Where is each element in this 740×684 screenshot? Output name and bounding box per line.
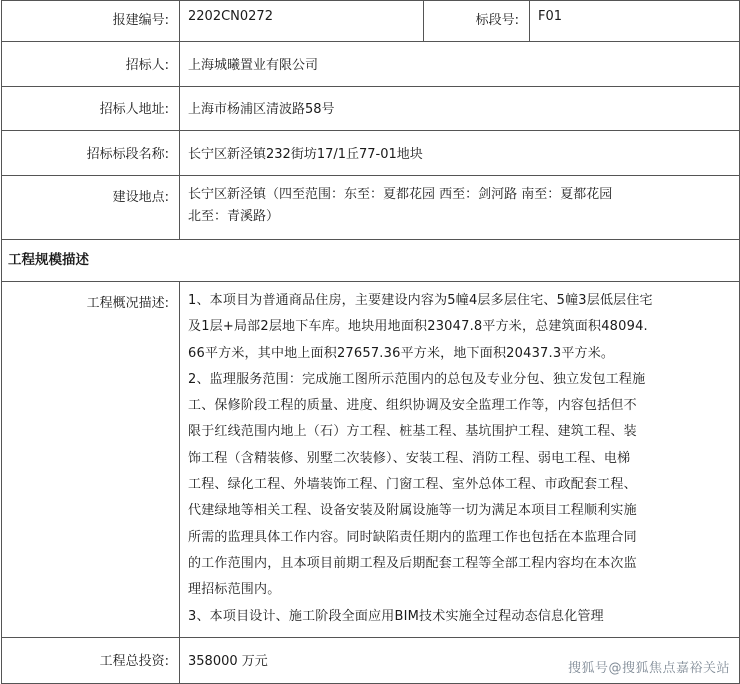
address-label: 招标人地址: [2,87,180,131]
biaoduan-label: 标段号: [424,1,530,42]
investment-value: 358000 万元 [180,638,740,684]
overview-line: 及1层+局部2层地下车库。地块用地面积23047.8平方米，总建筑面积48094. [188,319,648,335]
watermark-text: 搜狐号@搜狐焦点嘉裕关站 [567,661,730,676]
section-name-value: 长宁区新泾镇232街坊17/1丘77-01地块 [180,131,740,176]
overview-line: 3、本项目设计、施工阶段全面应用BIM技术实施全过程动态信息化管理 [188,608,604,624]
overview-line: 1、本项目为普通商品住房，主要建设内容为5幢4层多层住宅、5幢3层低层住宅 [188,293,653,308]
overview-line: 理招标范围内。 [188,582,281,598]
biaoduan-value: F01 [530,1,740,42]
overview-line: 66平方米，其中地上面积27657.36平方米，地下面积20437.3平方米。 [188,345,615,361]
zhaobiaoren-label: 招标人: [2,42,180,87]
overview-line: 饰工程（含精装修、别墅二次装修）、安装工程、消防工程、弱电工程、电梯 [188,450,631,466]
baojian-value: 2202CN0272 [180,1,424,42]
overview-line: 限于红线范围内地上（石）方工程、桩基工程、基坑围护工程、建筑工程、装 [188,424,637,440]
section-title: 工程规模描述 [2,240,740,282]
site-value-line2: 北至：青溪路） [188,209,280,224]
baojian-label: 报建编号: [2,1,180,42]
address-value: 上海市杨浦区清波路58号 [180,87,740,131]
overview-line: 工、保修阶段工程的质量、进度、组织协调及安全监理工作等，内容包括但不 [188,398,637,414]
zhaobiaoren-value: 上海城曦置业有限公司 [180,42,740,87]
site-value [180,176,740,240]
section-name-label: 招标标段名称: [2,131,180,176]
site-value-line1: 长宁区新泾镇（四至范围：东至：夏都花园 西至：剑河路 南至：夏都花园 [188,187,613,202]
investment-label: 工程总投资: [2,638,180,684]
overview-label: 工程概况描述: [2,282,180,638]
tender-info-table [1,0,740,684]
overview-line: 工程、绿化工程、外墙装饰工程、门窗工程、室外总体工程、市政配套工程、 [188,477,637,493]
overview-line: 的工作范围内，且本项目前期工程及后期配套工程等全部工程内容均在本次监 [188,555,637,571]
overview-line: 所需的监理具体工作内容。同时缺陷责任期内的监理工作也包括在本监理合同 [188,529,637,545]
overview-line: 代建绿地等相关工程、设备安装及附属设施等一切为满足本项目工程顺利实施 [188,503,637,519]
overview-description [180,282,740,638]
overview-line: 2、监理服务范围：完成施工图所示范围内的总包及专业分包、独立发包工程施 [188,371,646,387]
site-label: 建设地点: [2,176,180,240]
